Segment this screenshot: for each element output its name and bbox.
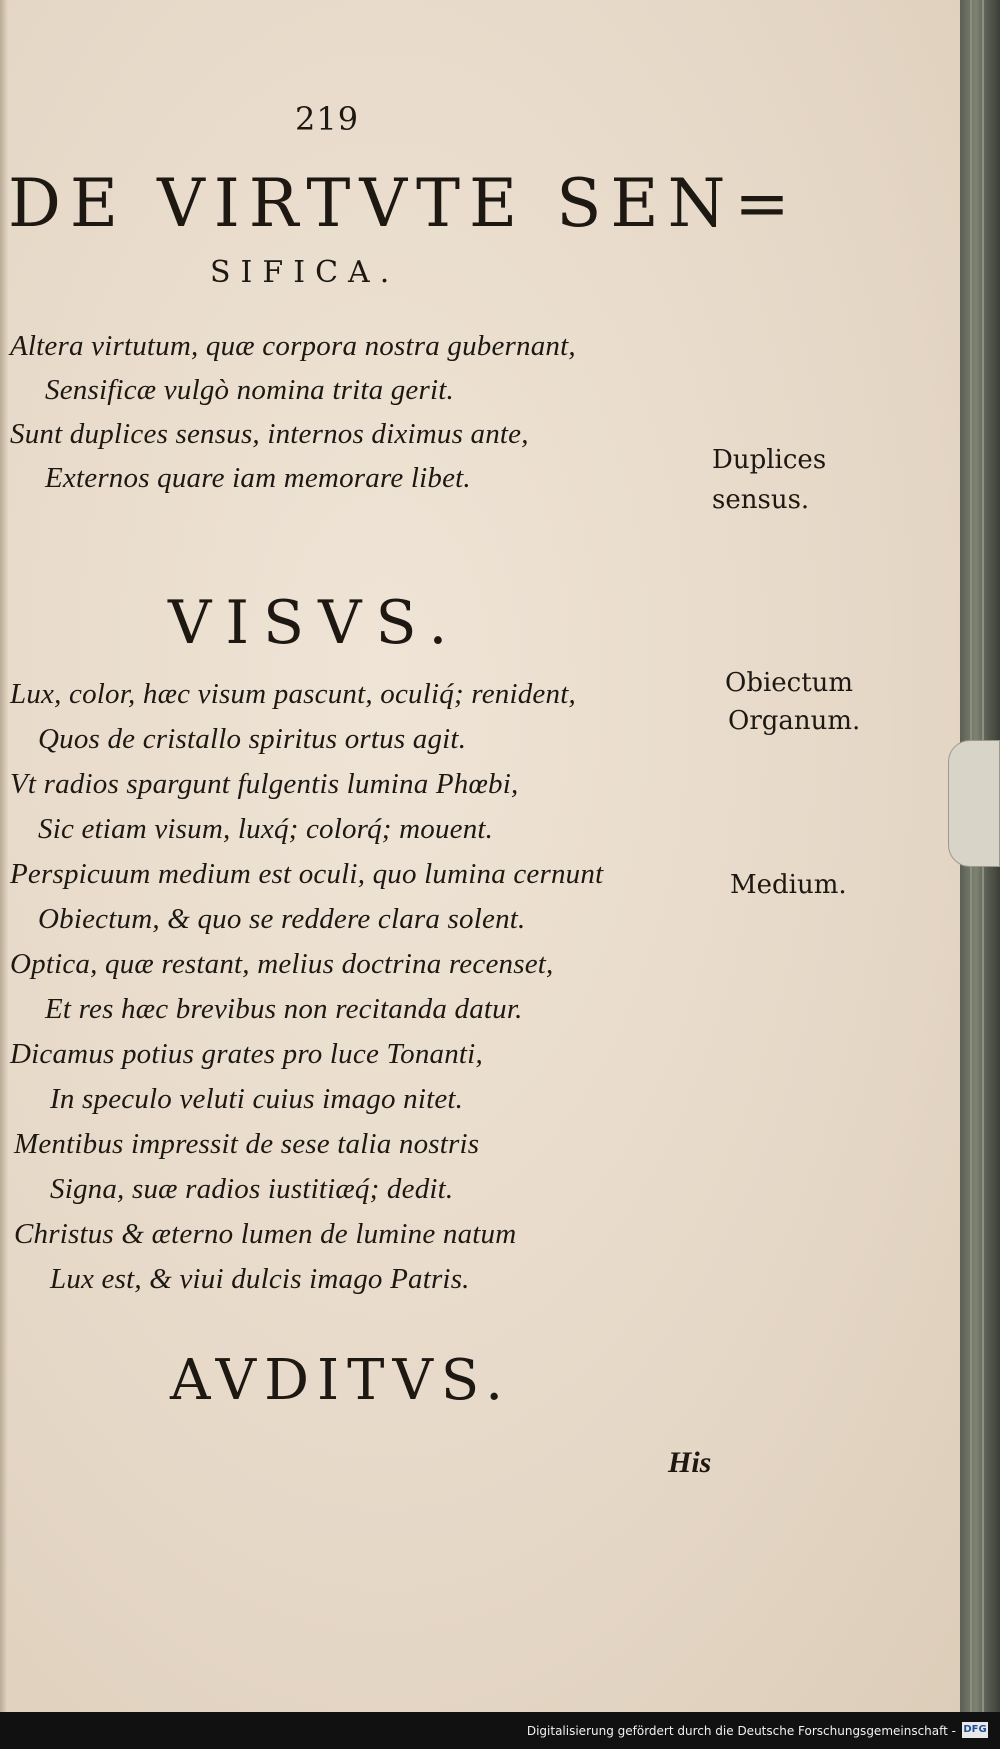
marginal-sensus: sensus. (712, 485, 810, 515)
intro-verse-4: Externos quare iam memorare libet. (45, 462, 471, 494)
marginal-organum: Organum. (728, 706, 861, 736)
page-left-edge (0, 0, 8, 1712)
section-heading-auditus: AVDITVS. (170, 1348, 512, 1413)
chapter-title-line1: DE VIRTVTE SEN= (8, 165, 799, 242)
intro-verse-2: Sensificæ vulgò nomina trita gerit. (45, 374, 454, 406)
marginal-duplices: Duplices (712, 445, 827, 475)
page-number: 219 (295, 100, 360, 138)
catchword: His (668, 1446, 712, 1479)
visus-verse-8: Et res hæc brevibus non recitanda datur. (45, 993, 523, 1025)
visus-verse-12: Signa, suæ radios iustitiæq́; dedit. (50, 1173, 454, 1205)
visus-verse-2: Quos de cristallo spiritus ortus agit. (38, 723, 467, 755)
visus-verse-5: Perspicuum medium est oculi, quo lumina cernunt (10, 858, 604, 890)
marginal-medium: Medium. (730, 870, 847, 900)
visus-verse-9: Dicamus potius grates pro luce Tonanti, (10, 1038, 483, 1070)
visus-verse-13: Christus & æterno lumen de lumine natum (14, 1218, 517, 1250)
intro-verse-3: Sunt duplices sensus, internos diximus ante, (10, 418, 529, 450)
marginal-obiectum: Obiectum (725, 668, 854, 698)
visus-verse-10: In speculo veluti cuius imago nitet. (50, 1083, 464, 1115)
visus-verse-4: Sic etiam visum, luxq́; colorq́; mouent. (38, 813, 494, 845)
intro-verse-1: Altera virtutum, quæ corpora nostra gubernant, (10, 330, 576, 362)
visus-verse-14: Lux est, & viui dulcis imago Patris. (50, 1263, 470, 1295)
visus-verse-3: Vt radios spargunt fulgentis lumina Phœbi, (10, 768, 519, 800)
visus-verse-7: Optica, quæ restant, melius doctrina recenset, (10, 948, 554, 980)
visus-verse-6: Obiectum, & quo se reddere clara solent. (38, 903, 526, 935)
visus-verse-1: Lux, color, hæc visum pascunt, oculiq́; renident, (10, 678, 576, 710)
visus-verse-11: Mentibus impressit de sese talia nostris (14, 1128, 480, 1160)
page-tab-marker (948, 740, 1000, 867)
section-heading-visus: VISVS. (168, 588, 462, 658)
chapter-title-line2: SIFICA. (210, 255, 400, 290)
footer-credit: Digitalisierung gefördert durch die Deutsche Forschungsgemeinschaft - (526, 1724, 956, 1738)
dfg-logo-icon: DFG (962, 1722, 988, 1738)
